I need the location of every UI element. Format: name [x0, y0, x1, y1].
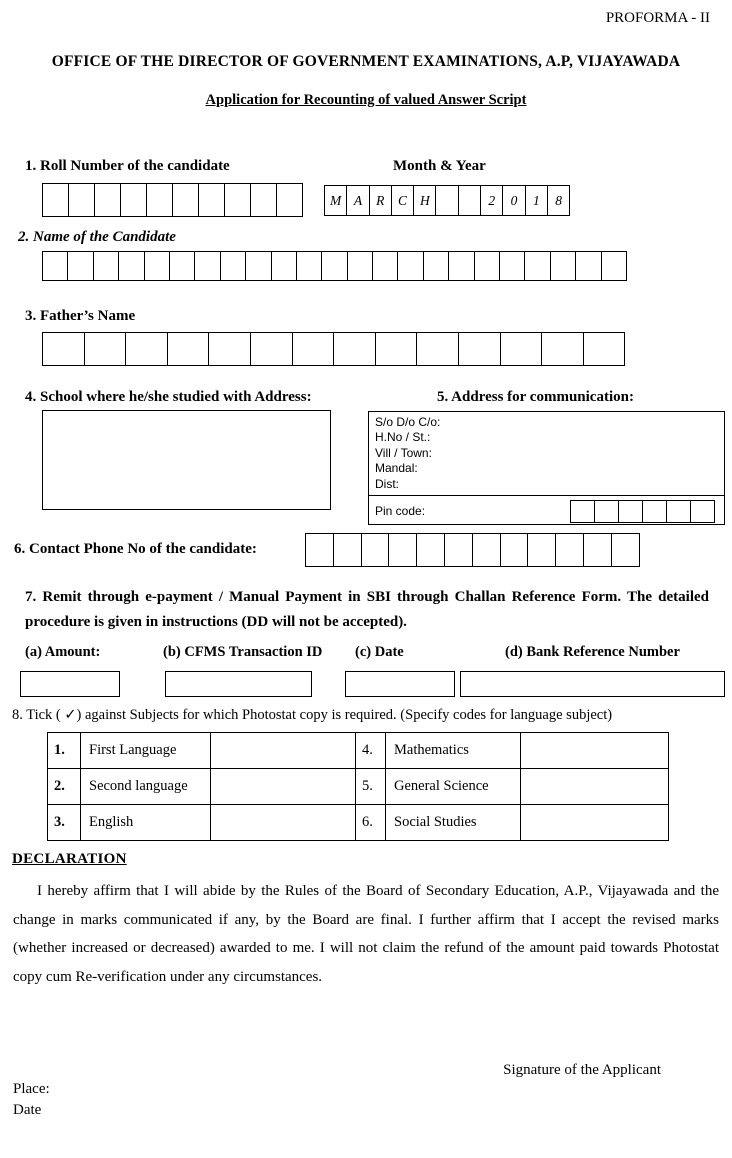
subject-tick-cell[interactable] [211, 769, 356, 805]
input-cell[interactable]: H [413, 185, 436, 216]
input-cell[interactable] [333, 533, 362, 567]
input-cell[interactable] [444, 533, 473, 567]
input-cell[interactable] [42, 332, 85, 366]
subjects-table [47, 732, 669, 841]
roll-number-label: 1. Roll Number of the candidate [25, 158, 230, 174]
input-cell[interactable] [611, 533, 640, 567]
input-cell[interactable] [42, 183, 69, 217]
input-cell[interactable] [146, 183, 173, 217]
input-cell[interactable] [42, 251, 68, 281]
pincode-cells [570, 500, 715, 523]
input-cell[interactable] [375, 332, 418, 366]
input-cell[interactable] [524, 251, 550, 281]
contact-phone-label: 6. Contact Phone No of the candidate: [14, 541, 257, 557]
subject-number: 5. [356, 769, 386, 805]
input-cell[interactable]: C [391, 185, 414, 216]
cfms-transaction-id-label: (b) CFMS Transaction ID [163, 644, 323, 660]
amount-label: (a) Amount: [25, 644, 101, 660]
month-year-label: Month & Year [393, 158, 486, 174]
subject-name: English [81, 805, 211, 841]
subject-tick-cell[interactable] [521, 805, 669, 841]
date-box[interactable] [345, 671, 455, 697]
input-cell[interactable] [94, 183, 121, 217]
school-label: 4. School where he/she studied with Address: [25, 389, 312, 405]
communication-address-label: 5. Address for communication: [437, 389, 634, 405]
input-cell[interactable] [276, 183, 303, 217]
input-cell[interactable] [220, 251, 246, 281]
input-cell[interactable] [690, 500, 715, 523]
input-cell[interactable] [474, 251, 500, 281]
input-cell[interactable] [245, 251, 271, 281]
input-cell[interactable] [618, 500, 643, 523]
input-cell[interactable] [250, 183, 277, 217]
date-label: (c) Date [355, 644, 404, 660]
subject-row-3 [48, 805, 669, 841]
input-cell[interactable] [194, 251, 220, 281]
signature-label: Signature of the Applicant [503, 1062, 661, 1078]
input-cell[interactable]: 2 [480, 185, 503, 216]
input-cell[interactable] [527, 533, 556, 567]
date-label: Date [13, 1102, 42, 1118]
bank-reference-number-label: (d) Bank Reference Number [505, 644, 680, 660]
school-address-box[interactable] [42, 410, 331, 510]
input-cell[interactable] [305, 533, 334, 567]
input-cell[interactable] [435, 185, 458, 216]
cfms-transaction-id-box[interactable] [165, 671, 312, 697]
input-cell[interactable] [397, 251, 423, 281]
pincode-row [369, 495, 724, 523]
input-cell[interactable] [68, 183, 95, 217]
input-cell[interactable] [347, 251, 373, 281]
input-cell[interactable] [271, 251, 297, 281]
input-cell[interactable]: 8 [547, 185, 570, 216]
input-cell[interactable] [172, 183, 199, 217]
input-cell[interactable] [208, 332, 251, 366]
subject-name: Social Studies [386, 805, 521, 841]
place-label: Place: [13, 1081, 50, 1097]
input-cell[interactable] [372, 251, 398, 281]
input-cell[interactable] [499, 251, 525, 281]
input-cell[interactable] [594, 500, 619, 523]
subject-name: Second language [81, 769, 211, 805]
subject-name: First Language [81, 733, 211, 769]
candidate-name-cells [42, 251, 627, 281]
input-cell[interactable] [118, 251, 144, 281]
address-line-hno-st: H.No / St.: [375, 430, 431, 445]
input-cell[interactable] [167, 332, 210, 366]
input-cell[interactable] [361, 533, 390, 567]
input-cell[interactable] [601, 251, 627, 281]
input-cell[interactable] [416, 332, 459, 366]
subject-number: 2. [48, 769, 81, 805]
contact-phone-cells [305, 533, 640, 567]
input-cell[interactable] [296, 251, 322, 281]
father-name-label: 3. Father’s Name [25, 308, 136, 324]
subject-row-2 [48, 769, 669, 805]
input-cell[interactable] [500, 533, 529, 567]
input-cell[interactable] [550, 251, 576, 281]
input-cell[interactable] [472, 533, 501, 567]
input-cell[interactable] [125, 332, 168, 366]
input-cell[interactable] [67, 251, 93, 281]
input-cell[interactable] [224, 183, 251, 217]
address-line-vill-town: Vill / Town: [375, 445, 432, 460]
input-cell[interactable]: R [369, 185, 392, 216]
input-cell[interactable] [583, 533, 612, 567]
payment-instructions: 7. Remit through e-payment / Manual Payment in SBI through Challan Reference Form. The detailed procedure is given in instructions (DD will not be accepted). [25, 589, 709, 630]
input-cell[interactable] [120, 183, 147, 217]
subject-number: 4. [356, 733, 386, 769]
address-line-so-do-co: S/o D/o C/o: [375, 415, 441, 429]
address-line-dist: Dist: [375, 476, 399, 491]
input-cell[interactable] [292, 332, 335, 366]
month-year-cells [324, 185, 570, 216]
amount-box[interactable] [20, 671, 120, 697]
pincode-label: Pin code: [375, 503, 426, 518]
input-cell[interactable] [198, 183, 225, 217]
subject-tick-cell[interactable] [521, 733, 669, 769]
input-cell[interactable]: A [346, 185, 369, 216]
input-cell[interactable] [416, 533, 445, 567]
subject-name: General Science [386, 769, 521, 805]
input-cell[interactable] [388, 533, 417, 567]
input-cell[interactable] [642, 500, 667, 523]
input-cell[interactable] [541, 332, 584, 366]
communication-address-box[interactable] [368, 411, 725, 525]
father-name-cells [42, 332, 625, 366]
input-cell[interactable]: 0 [502, 185, 525, 216]
office-title: OFFICE OF THE DIRECTOR OF GOVERNMENT EXAMINATIONS, A.P, VIJAYAWADA [51, 53, 681, 70]
input-cell[interactable] [555, 533, 584, 567]
input-cell[interactable] [169, 251, 195, 281]
input-cell[interactable] [448, 251, 474, 281]
declaration-body: I hereby affirm that I will abide by the Rules of the Board of Secondary Education, A.P., Vijayawada and the change in marks communicated if any, by the Board are final. I further affirm that I accept the revised marks (whether increased or decreased) awarded to me. I will not claim the refund of the amount paid towards Photostat copy cum Re-verification under any circumstances. [13, 883, 719, 985]
input-cell[interactable] [250, 332, 293, 366]
input-cell[interactable] [423, 251, 449, 281]
input-cell[interactable] [333, 332, 376, 366]
subject-row-1 [48, 733, 669, 769]
form-title: Application for Recounting of valued Answer Script [205, 92, 527, 108]
input-cell[interactable] [144, 251, 170, 281]
subject-number: 6. [356, 805, 386, 841]
subject-tick-cell[interactable] [521, 769, 669, 805]
input-cell[interactable]: 1 [525, 185, 548, 216]
subject-tick-cell[interactable] [211, 733, 356, 769]
subject-tick-cell[interactable] [211, 805, 356, 841]
declaration-title: DECLARATION [12, 851, 127, 867]
proforma-label: PROFORMA - II [605, 10, 710, 26]
candidate-name-label: 2. Name of the Candidate [18, 229, 176, 245]
input-cell[interactable] [93, 251, 119, 281]
subject-number: 3. [48, 805, 81, 841]
input-cell[interactable] [321, 251, 347, 281]
bank-reference-number-box[interactable] [460, 671, 725, 697]
input-cell[interactable] [458, 185, 481, 216]
subject-name: Mathematics [386, 733, 521, 769]
input-cell[interactable] [500, 332, 543, 366]
subject-number: 1. [48, 733, 81, 769]
input-cell[interactable] [583, 332, 626, 366]
subjects-instruction: 8. Tick ( ✓) against Subjects for which Photostat copy is required. (Specify codes for language subject) [12, 707, 613, 723]
input-cell[interactable] [575, 251, 601, 281]
input-cell[interactable] [666, 500, 691, 523]
input-cell[interactable]: M [324, 185, 347, 216]
roll-number-cells [42, 183, 303, 217]
input-cell[interactable] [570, 500, 595, 523]
address-line-mandal: Mandal: [375, 461, 418, 476]
input-cell[interactable] [458, 332, 501, 366]
input-cell[interactable] [84, 332, 127, 366]
